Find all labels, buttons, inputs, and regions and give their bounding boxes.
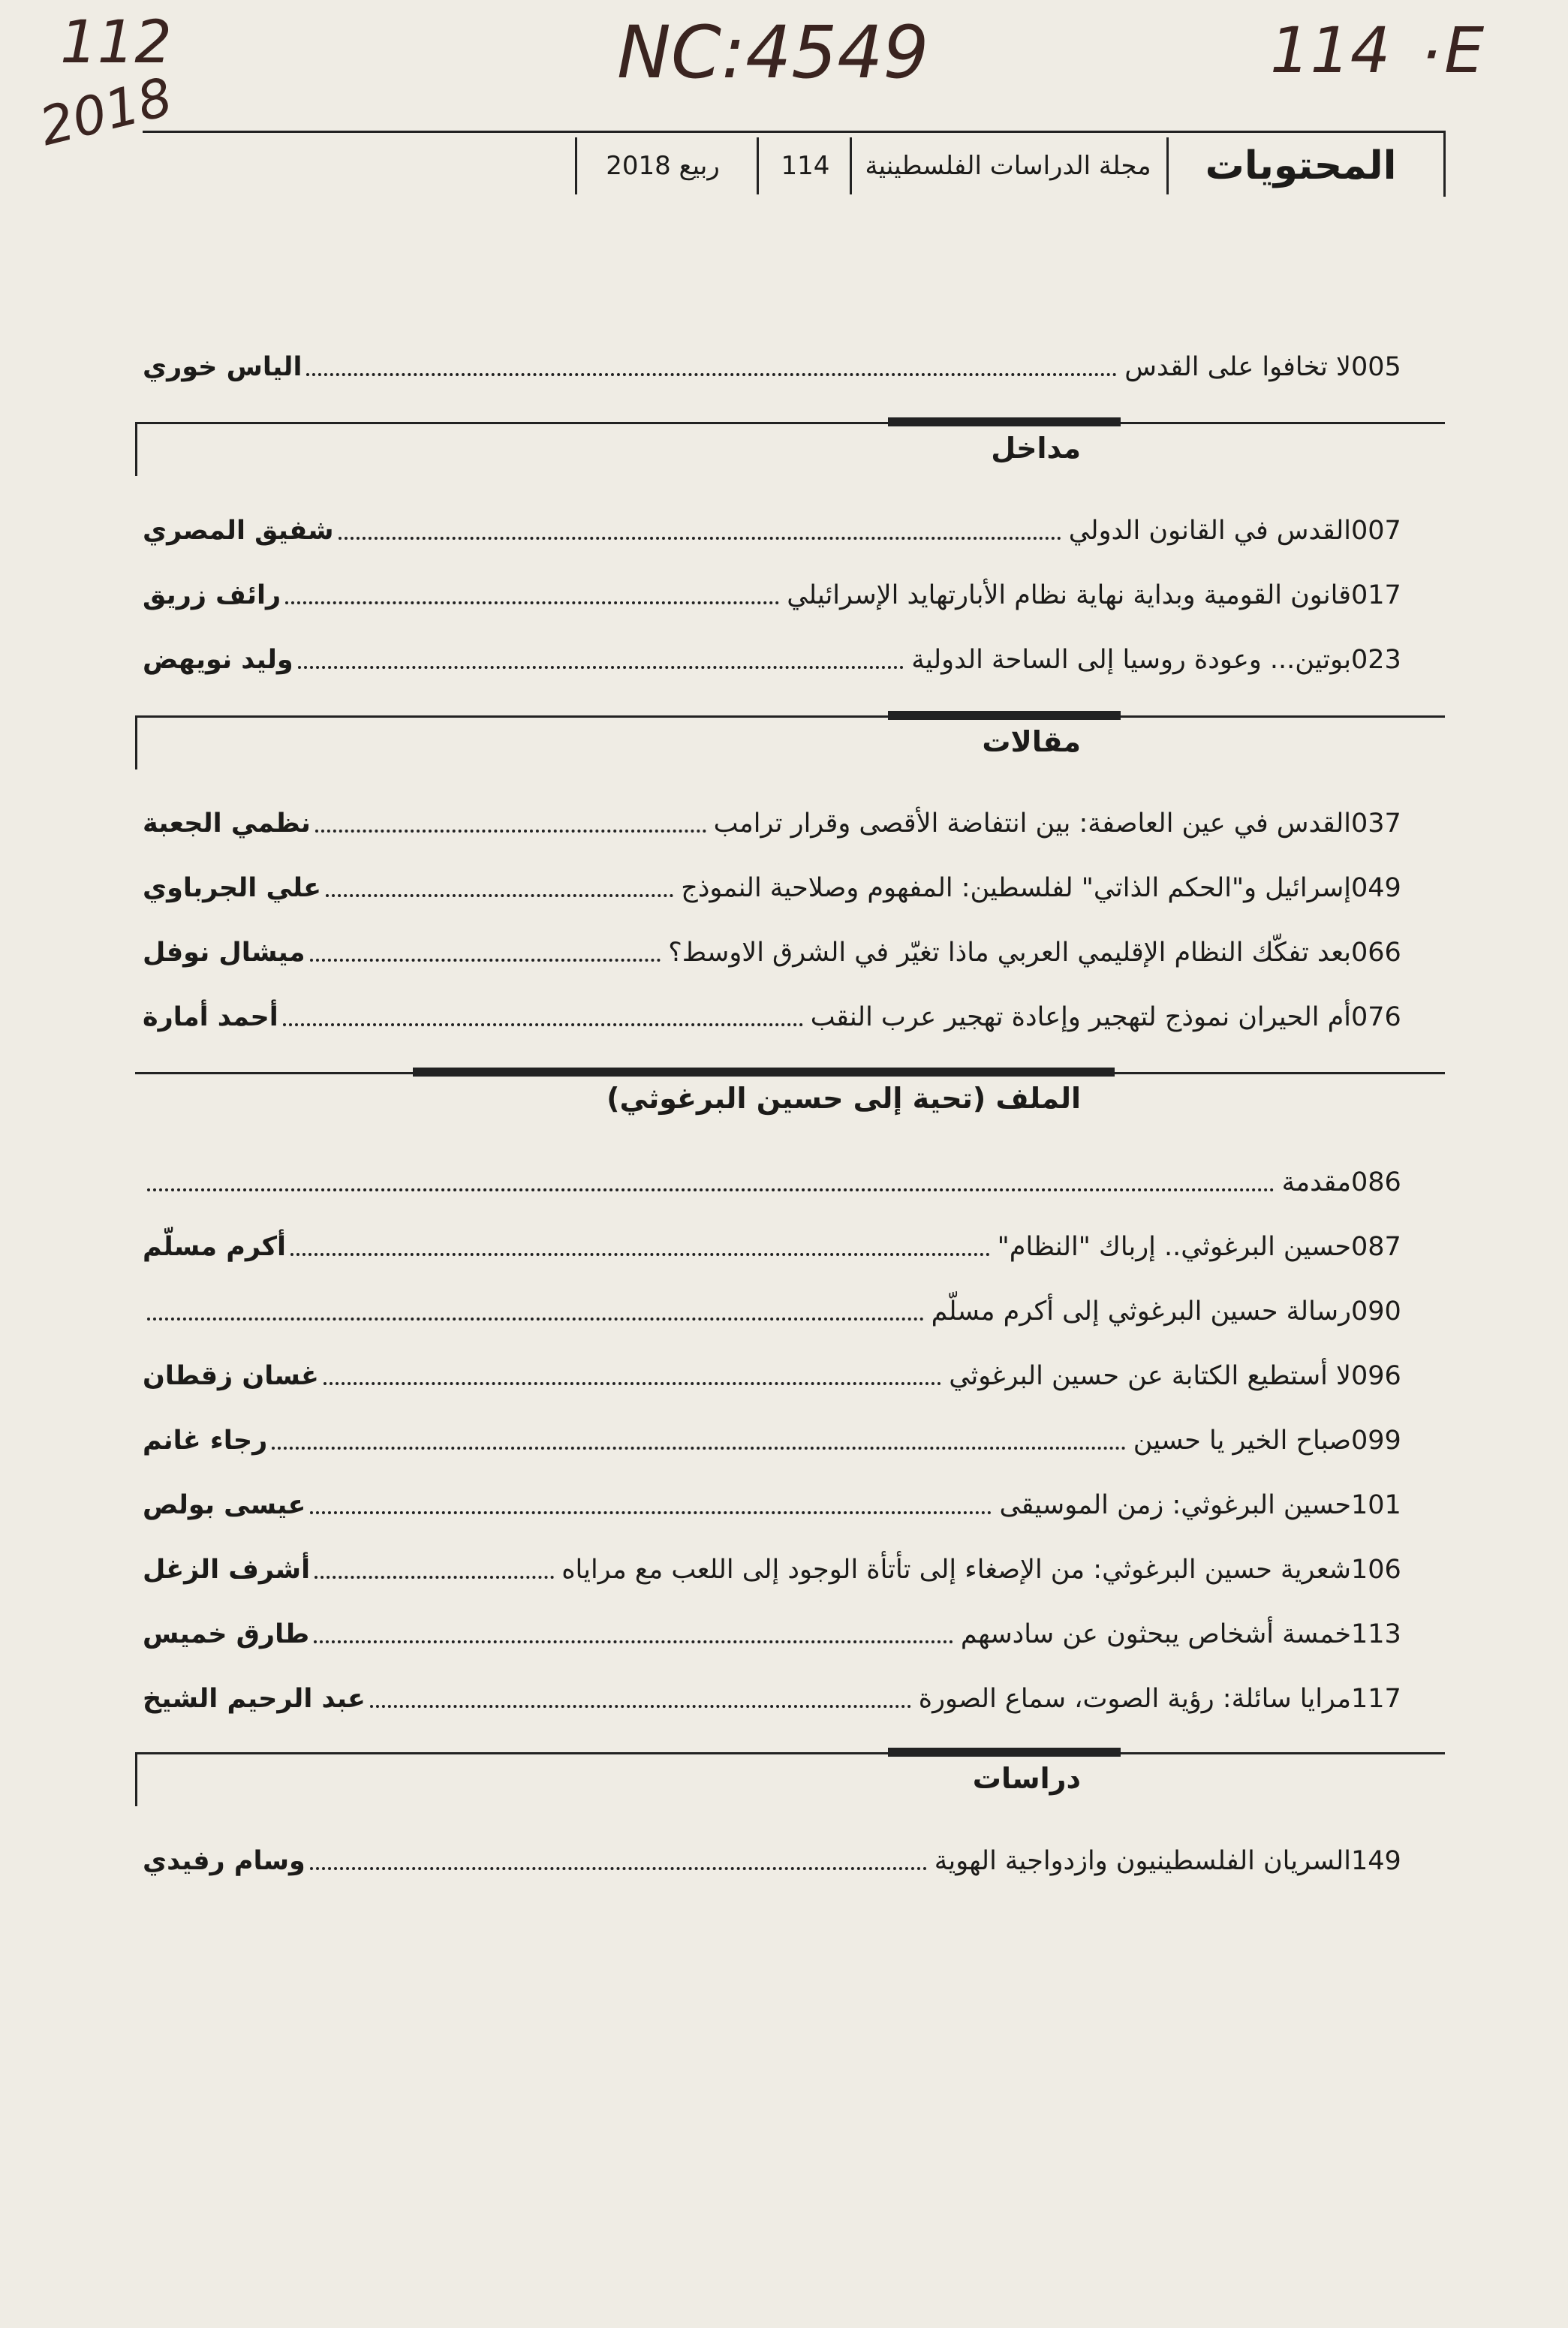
section-title: مقالات <box>982 725 1081 758</box>
entry-title: لا أستطيع الكتابة عن حسين البرغوثي <box>949 1361 1351 1391</box>
toc-entry <box>143 991 1434 1044</box>
toc-entry <box>143 1608 1434 1661</box>
dot-leader <box>290 1253 990 1256</box>
toc-entry <box>143 926 1434 979</box>
section-bar <box>413 1068 1115 1077</box>
dot-leader <box>310 959 661 962</box>
entry-author: وليد نويهض <box>143 645 293 675</box>
entry-title: بعد تفكّك النظام الإقليمي العربي ماذا تغيّر في الشرق الاوسط؟ <box>668 938 1351 968</box>
page-number: 005 <box>1351 352 1401 382</box>
page-number: 106 <box>1351 1555 1401 1585</box>
dot-leader <box>306 373 1117 376</box>
section-title: الملف (تحية إلى حسين البرغوثي) <box>606 1082 1081 1115</box>
dot-leader <box>370 1705 911 1708</box>
entry-author: أشرف الزغل <box>143 1555 311 1585</box>
dot-leader <box>314 1640 953 1643</box>
entry-author: وسام رفيدي <box>143 1846 305 1876</box>
toc-entry <box>143 797 1434 850</box>
dot-leader <box>310 1867 927 1870</box>
page-number: 049 <box>1351 873 1401 903</box>
entry-author: شفيق المصري <box>143 516 334 546</box>
entry-title: إسرائيل و"الحكم الذاتي" لفلسطين: المفهوم وصلاحية النموذج <box>681 873 1351 903</box>
entry-author: ميشال نوفل <box>143 938 305 968</box>
toc-entry <box>143 569 1434 622</box>
entry-title: حسين البرغوثي: زمن الموسيقى <box>999 1490 1351 1520</box>
page-number: 037 <box>1351 809 1401 839</box>
toc-entry <box>143 1673 1434 1725</box>
dot-leader <box>272 1447 1126 1450</box>
journal-name: مجلة الدراسات الفلسطينية <box>865 151 1151 181</box>
entry-title: صباح الخير يا حسين <box>1133 1426 1351 1456</box>
handwritten-year: 2018 <box>33 65 179 158</box>
entry-title: القدس في عين العاصفة: بين انتفاضة الأقصى وقرار ترامب <box>713 809 1351 839</box>
dot-leader <box>298 666 904 669</box>
toc-entry <box>143 1156 1434 1209</box>
entry-title: شعرية حسين البرغوثي: من الإصغاء إلى تأتأة الوجود إلى اللعب مع مراياه <box>561 1555 1351 1585</box>
page-title: المحتويات <box>1205 143 1397 188</box>
section-header <box>135 1072 1445 1126</box>
dot-leader <box>339 537 1061 540</box>
toc-entry <box>143 1285 1434 1338</box>
entry-title: السريان الفلسطينيون وازدواجية الهوية <box>934 1846 1351 1876</box>
toc-entry <box>143 862 1434 914</box>
section-header <box>135 715 1445 769</box>
section-bar <box>888 417 1121 426</box>
entry-title: مرايا سائلة: رؤية الصوت، سماع الصورة <box>918 1684 1351 1714</box>
toc-entry <box>143 504 1434 557</box>
section-bar <box>888 711 1121 720</box>
handwritten-issue-code: 114 ٠E <box>1270 14 1485 87</box>
section-title: مداخل <box>991 432 1081 465</box>
entry-author: غسان زقطان <box>143 1361 319 1391</box>
contents-header <box>143 131 1446 197</box>
toc-entry <box>143 634 1434 686</box>
issue-season: ربيع 2018 <box>606 151 720 181</box>
page-number: 099 <box>1351 1426 1401 1456</box>
entry-author: طارق خميس <box>143 1619 310 1649</box>
header-divider <box>1166 137 1169 194</box>
dot-leader <box>285 601 779 604</box>
toc-entry <box>143 1479 1434 1531</box>
entry-title: القدس في القانون الدولي <box>1068 516 1351 546</box>
toc-entry <box>143 1835 1434 1887</box>
dot-leader <box>147 1188 1275 1191</box>
entry-author: رجاء غانم <box>143 1426 268 1456</box>
entry-title: حسين البرغوثي.. إرباك "النظام" <box>997 1232 1351 1262</box>
dot-leader <box>315 830 706 833</box>
dot-leader <box>326 894 673 897</box>
page-number: 101 <box>1351 1490 1401 1520</box>
header-divider <box>575 137 577 194</box>
handwritten-catalog-code: NC:4549 <box>617 11 929 95</box>
entry-author: رائف زريق <box>143 580 281 610</box>
section-header <box>135 1752 1445 1806</box>
header-divider <box>850 137 852 194</box>
toc-entry <box>143 1350 1434 1402</box>
page-number: 023 <box>1351 645 1401 675</box>
page-number: 090 <box>1351 1297 1401 1327</box>
page-number: 087 <box>1351 1232 1401 1262</box>
entry-title: خمسة أشخاص يبحثون عن سادسهم <box>960 1619 1351 1649</box>
section-header <box>135 422 1445 476</box>
entry-author: عيسى بولص <box>143 1490 306 1520</box>
dot-leader <box>315 1576 554 1579</box>
entry-title: لا تخافوا على القدس <box>1124 352 1351 382</box>
toc-entry <box>143 1543 1434 1596</box>
page-number: 076 <box>1351 1002 1401 1032</box>
entry-author: أحمد أمارة <box>143 1002 278 1032</box>
toc-entry <box>143 1414 1434 1467</box>
page-number: 086 <box>1351 1167 1401 1197</box>
entry-author: عبد الرحيم الشيخ <box>143 1684 366 1714</box>
entry-author: أكرم مسلّم <box>143 1232 286 1262</box>
section-bar <box>888 1748 1121 1757</box>
header-divider <box>757 137 759 194</box>
toc-entry <box>143 1221 1434 1273</box>
toc-entry <box>143 341 1434 393</box>
dot-leader <box>147 1318 924 1321</box>
entry-title: بوتين... وعودة روسيا إلى الساحة الدولية <box>911 645 1351 675</box>
entry-title: أم الحيران نموذج لتهجير وإعادة تهجير عرب النقب <box>810 1002 1351 1032</box>
page-number: 007 <box>1351 516 1401 546</box>
dot-leader <box>310 1511 992 1514</box>
dot-leader <box>324 1382 941 1385</box>
entry-title: مقدمة <box>1281 1167 1351 1197</box>
dot-leader <box>283 1023 803 1026</box>
entry-author: علي الجرباوي <box>143 873 322 903</box>
entry-title: قانون القومية وبداية نهاية نظام الأبارتهايد الإسرائيلي <box>787 580 1351 610</box>
page-number: 017 <box>1351 580 1401 610</box>
section-title: دراسات <box>972 1762 1081 1795</box>
entry-title: رسالة حسين البرغوثي إلى أكرم مسلّم <box>931 1297 1351 1327</box>
page-number: 117 <box>1351 1684 1401 1714</box>
page-number: 149 <box>1351 1846 1401 1876</box>
entry-author: نظمي الجعبة <box>143 809 311 839</box>
page-number: 066 <box>1351 938 1401 968</box>
page-number: 113 <box>1351 1619 1401 1649</box>
issue-number: 114 <box>781 151 830 181</box>
entry-author: الياس خوري <box>143 352 302 382</box>
page-number: 096 <box>1351 1361 1401 1391</box>
handwritten-number: 112 <box>60 9 172 77</box>
